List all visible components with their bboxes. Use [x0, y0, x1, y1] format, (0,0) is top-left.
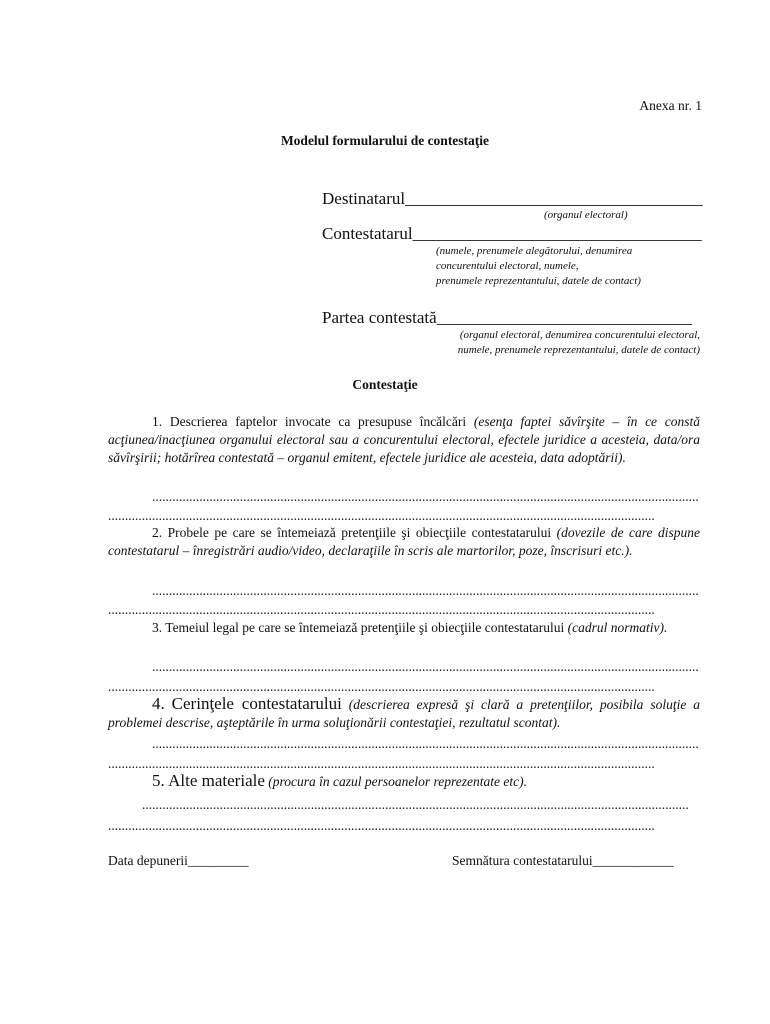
- item-text: Temeiul legal pe care se întemeiază pretenţiile şi obiecţiile contestatarului: [165, 620, 565, 635]
- answer-line[interactable]: ..................................................................................................................................................................: [108, 602, 655, 617]
- item-hint: (esenţa faptei săvîrşite – în ce constă acţiunea/inacţiunea organului electoral sau a concurentului electoral, efectele juridice a acesteia, data/ora săvîrşirii; hotărîrea contestată – organul emitent, efectele juridice ale acesteia, data adoptării).: [108, 414, 700, 465]
- item-text: Probele pe care se întemeiază pretenţiile şi obiecţiile contestatarului: [167, 525, 552, 540]
- submission-date-field[interactable]: Data depunerii_________: [108, 853, 249, 868]
- item-number: 3.: [152, 620, 163, 635]
- item-text: Cerinţele contestatarului: [171, 694, 342, 713]
- item-number: 1.: [152, 414, 163, 429]
- answer-line[interactable]: ..................................................................................................................................................................: [152, 736, 699, 751]
- contestatar-hint-line: concurentului electoral, numele,: [436, 260, 579, 272]
- item-text: Alte materiale: [168, 771, 265, 790]
- item-hint: (descrierea expresă şi clară a pretenţiilor, posibila soluţie a problemei descrise, aşteptările în urma soluţionării contestaţiei, rezultatul scontat).: [108, 697, 700, 730]
- contestatar-hint-line: prenumele reprezentantului, datele de contact): [436, 275, 641, 287]
- item-3: [108, 619, 700, 637]
- answer-line[interactable]: ..................................................................................................................................................................: [108, 818, 655, 833]
- answer-line[interactable]: ..................................................................................................................................................................: [152, 583, 699, 598]
- destinatar-hint: (organul electoral): [544, 209, 628, 221]
- contestatar-field[interactable]: Contestatarul__________________________________: [322, 224, 702, 243]
- item-text: Descrierea faptelor invocate ca presupuse încălcări: [169, 414, 467, 429]
- answer-line[interactable]: ..................................................................................................................................................................: [108, 508, 655, 523]
- signature-field[interactable]: Semnătura contestatarului____________: [452, 853, 674, 868]
- partea-hint-line: (organul electoral, denumirea concurentului electoral,: [459, 329, 700, 341]
- item-4: [108, 695, 700, 732]
- answer-line[interactable]: ..................................................................................................................................................................: [108, 679, 655, 694]
- section-title: Contestaţie: [352, 377, 418, 392]
- item-2: [108, 524, 700, 560]
- answer-line[interactable]: ..................................................................................................................................................................: [108, 756, 655, 771]
- form-title: Modelul formularului de contestaţie: [280, 133, 490, 148]
- answer-line[interactable]: ..................................................................................................................................................................: [152, 659, 699, 674]
- item-hint: (dovezile de care dispune contestatarul – înregistrări audio/video, declaraţiile în scris ale martorilor, poze, înscrisuri etc.).: [108, 525, 701, 558]
- annex-number: Anexa nr. 1: [639, 98, 702, 113]
- contestatar-hint: [436, 244, 641, 289]
- item-hint: (cadrul normativ).: [567, 620, 668, 635]
- answer-line[interactable]: ..................................................................................................................................................................: [142, 797, 689, 812]
- item-number: 4.: [152, 694, 165, 713]
- destinatar-field[interactable]: Destinatarul___________________________________: [322, 189, 703, 208]
- contestatar-hint-line: (numele, prenumele alegătorului, denumirea: [436, 245, 633, 257]
- item-5: [108, 772, 700, 791]
- partea-hint-line: numele, prenumele reprezentantului, datele de contact): [457, 344, 700, 356]
- item-number: 2.: [152, 525, 163, 540]
- answer-line[interactable]: ..................................................................................................................................................................: [152, 489, 699, 504]
- partea-hint: [458, 328, 700, 358]
- partea-contestata-field[interactable]: Partea contestată______________________________: [322, 308, 692, 327]
- item-1: [108, 413, 700, 467]
- item-number: 5.: [152, 771, 165, 790]
- item-hint: (procura în cazul persoanelor reprezentate etc).: [268, 774, 527, 789]
